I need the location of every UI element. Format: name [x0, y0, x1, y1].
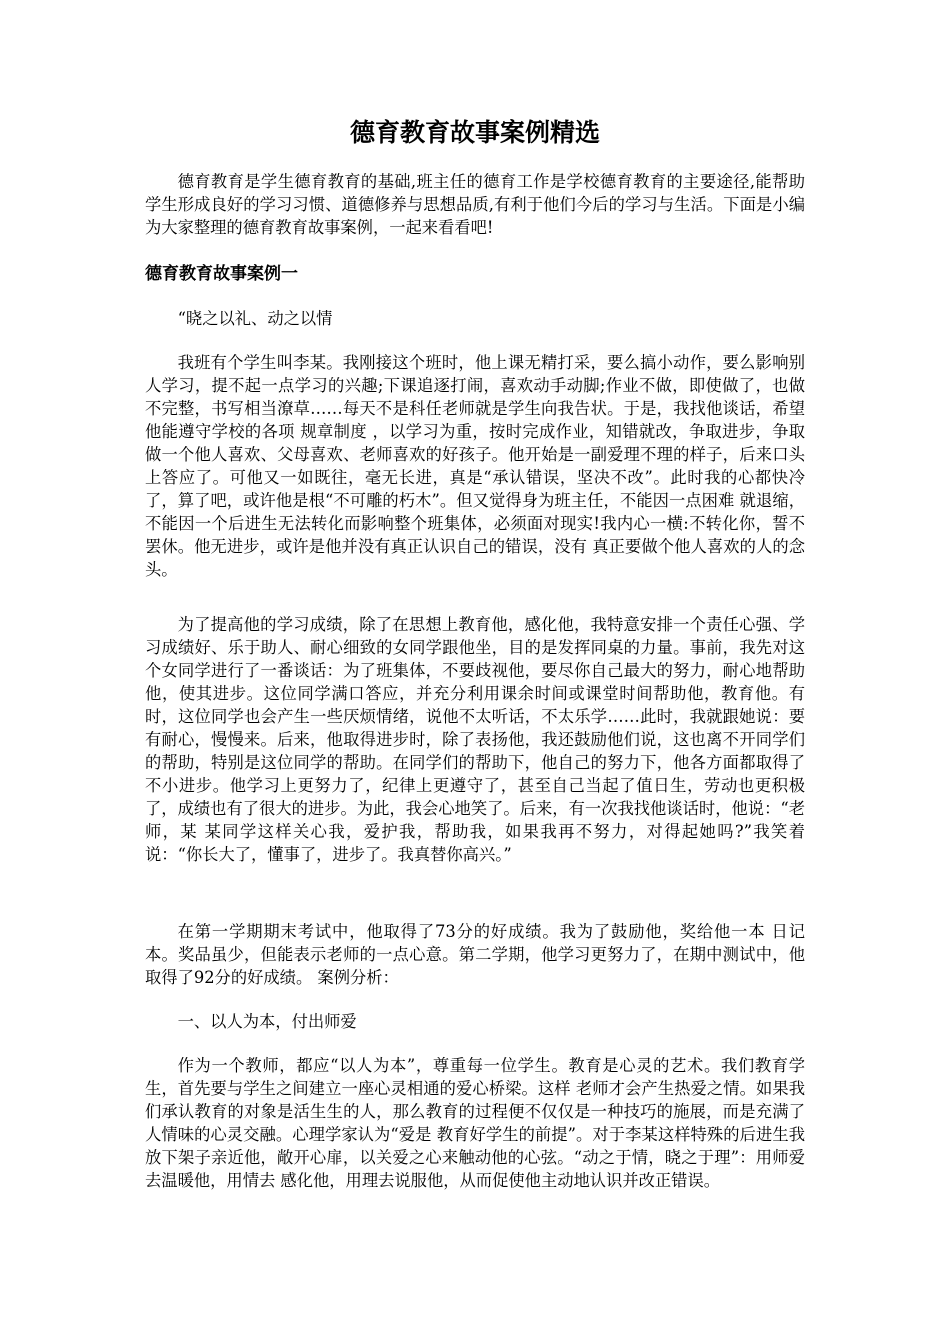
paragraph-analysis: 作为一个教师，都应“以人为本”，尊重每一位学生。教育是心灵的艺术。我们教育学生，首先要与学生之间建立一座心灵相通的爱心桥梁。这样 老师才会产生热爱之情。如果我们承认教育的对象是活生生的人，那么教育的过程便不仅仅是一种技巧的施展，而是充满了人情味的心灵交融。心理学家认为“爱是 教育好学生的前提”。对于李某这样特殊的后进生我放下架子亲近他，敞开心扉，以关爱之心来触动他的心弦。“动之于情，晓之于理”：用师爱去温暖他，用情去 感化他，用理去说服他，从而促使他主动地认识并改正错误。: [145, 1056, 805, 1190]
body-block-2: [145, 351, 805, 581]
body-block-5: [145, 1010, 805, 1033]
paragraph-analysis-heading: 一、以人为本，付出师爱: [177, 1012, 357, 1031]
section-heading: 德育教育故事案例一: [145, 264, 298, 284]
paragraph-story-1: 我班有个学生叫李某。我刚接这个班时，他上课无精打采，要么搞小动作，要么影响别人学习，提不起一点学习的兴趣;下课追逐打闹，喜欢动手动脚;作业不做，即使做了，也做不完整，书写相当潦草……每天不是科任老师就是学生向我告状。于是，我找他谈话，希望他能遵守学校的各项 规章制度 ，以学习为重，按时完成作业，知错就改，争取进步，争取做一个他人喜欢、父母喜欢、老师喜欢的好孩子。他开始是一副爱理不理的样子，后来口头上答应了。可他又一如既往，毫无长进，真是“承认错误，坚决不改”。此时我的心都快冷了，算了吧，或许他是根“不可雕的朽木”。但又觉得身为班主任，不能因一点困难 就退缩，不能因一个后进生无法转化而影响整个班集体，必须面对现实!我内心一横:不转化你，誓不罢休。他无进步，或许是他并没有真正认识自己的错误，没有 真正要做个他人喜欢的人的念头。: [145, 353, 805, 579]
paragraph-story-2: 为了提高他的学习成绩，除了在思想上教育他，感化他，我特意安排一个责任心强、学习成绩好、乐于助人、耐心细致的女同学跟他坐，目的是发挥同桌的力量。事前，我先对这个女同学进行了一番谈话：为了班集体，不要歧视他，要尽你自己最大的努力，耐心地帮助他，使其进步。这位同学满口答应，并充分利用课余时间或课堂时间帮助他，教育他。有时，这位同学也会产生一些厌烦情绪，说他不太听话，不太乐学……此时，我就跟她说：要有耐心，慢慢来。后来，他取得进步时，除了表扬他，我还鼓励他们说，这也离不开同学们的帮助，特别是这位同学的帮助。在同学们的帮助下，他自己的努力下，他各方面都取得了不小进步。他学习上更努力了，纪律上更遵守了，甚至自己当起了值日生，劳动也更积极了，成绩也有了很大的进步。为此，我会心地笑了。后来，有一次我找他谈话时，他说：“老师，某 某同学这样关心我，爱护我，帮助我，如果我再不努力，对得起她吗?”我笑着说：“你长大了，懂事了，进步了。我真替你高兴。”: [145, 615, 805, 864]
paragraph-subtitle: “晓之以礼、动之以情: [177, 309, 333, 328]
paragraph-story-3: 在第一学期期末考试中，他取得了73分的好成绩。我为了鼓励他，奖给他一本 日记 本。奖品虽少，但能表示老师的一点心意。第二学期，他学习更努力了，在期中测试中，他取得了92分的好成绩。 案例分析：: [145, 922, 805, 987]
body-block-1: [145, 307, 805, 330]
body-block-6: [145, 1054, 805, 1192]
document-title: 德育教育故事案例精选: [349, 118, 600, 147]
body-block-4: [145, 920, 805, 989]
intro-paragraph: 德育教育是学生德育教育的基础,班主任的德育工作是学校德育教育的主要途径,能帮助学生形成良好的学习习惯、道德修养与思想品质,有利于他们今后的学习与生活。下面是小编为大家整理的德育教育故事案例，一起来看看吧!: [145, 172, 805, 237]
intro-block: [145, 170, 805, 239]
body-block-3: [145, 613, 805, 866]
